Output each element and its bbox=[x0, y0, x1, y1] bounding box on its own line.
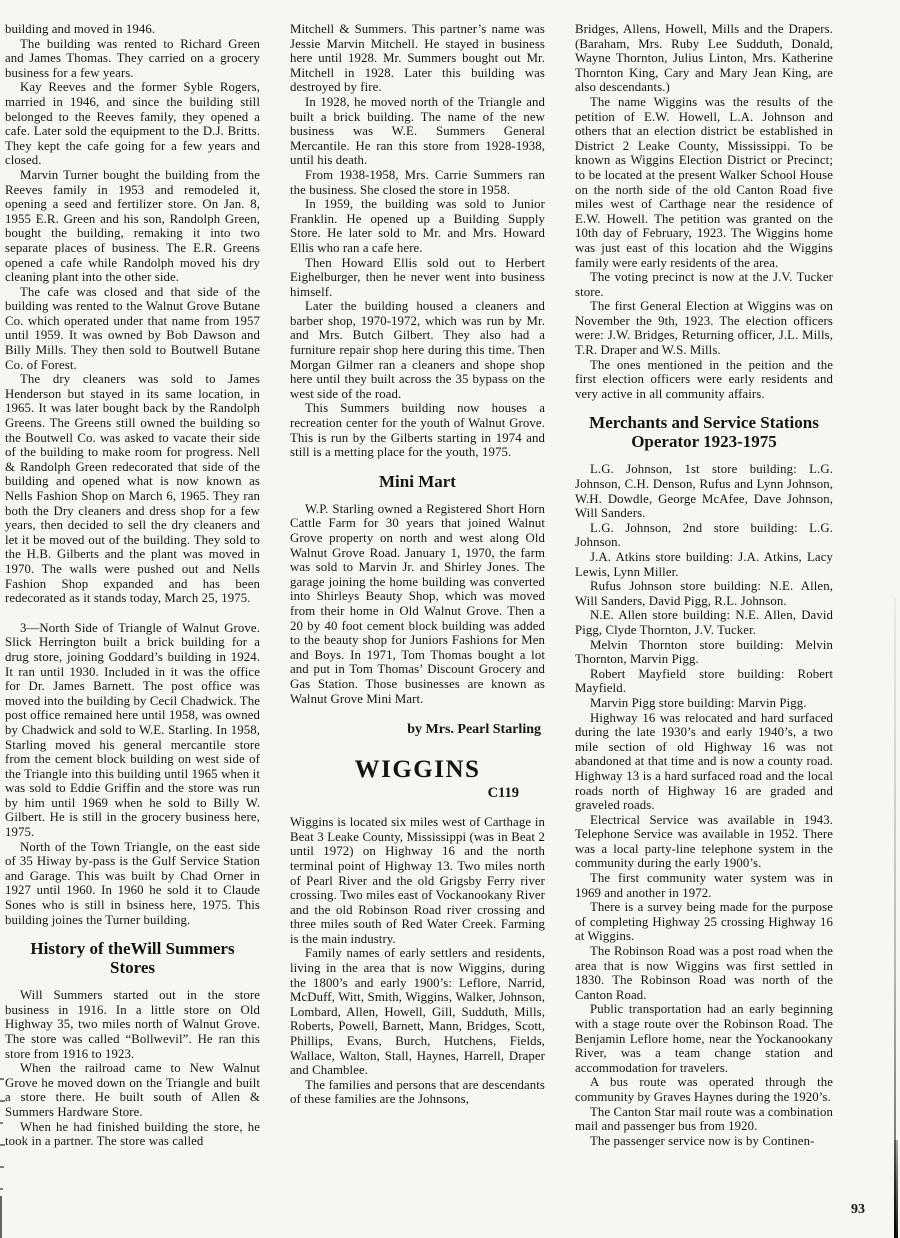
scan-artifact-tick bbox=[0, 1144, 5, 1146]
column-2 bbox=[290, 22, 545, 1149]
scan-artifact-tick bbox=[0, 1100, 5, 1102]
paragraph: W.P. Starling owned a Registered Short Horn Cattle Farm for 30 years that joined Walnut Grove property on north and west along Old Walnut Grove Road. January 1, 1970, the farm was sold to Marvin Jr. and Shirley Jones. The garage joining the home building was converted into Shirleys Beauty Shop, which was moved from their home in Old Walnut Grove. Then a 20 by 40 foot cement block building was added to the beauty shop for Juniors Fashions for Men and Boys. In 1971, Tom Thomas bought a lot and put in Tom Thomas’ Discount Grocery and Gas Station. Those businesses are known as Walnut Grove Mini Mart. bbox=[290, 501, 545, 706]
scan-artifact-right-corner bbox=[894, 1140, 898, 1238]
paragraph: The Robinson Road was a post road when the area that is now Wiggins was first settled in 1830. The Robinson Road was north of the Canton Road. bbox=[575, 944, 833, 1002]
paragraph: From 1938-1958, Mrs. Carrie Summers ran the business. She closed the store in 1958. bbox=[290, 167, 545, 197]
paragraph: The name Wiggins was the results of the petition of E.W. Howell, L.A. Johnson and others that an election district be established in District 2 Leake County, Mississippi. To be known as Wiggins Election District or Precinct; to be located at the present Walker School House on the north side of the old Canton Road five miles west of Carthage near the residence of E.W. Howell. The petition was granted on the 10th day of February, 1923. The Wiggins home was just east of this location ahd the Wiggins family were early residents of the area. bbox=[575, 94, 833, 270]
paragraph: Then Howard Ellis sold out to Herbert Eighelburger, then he never went into business himself. bbox=[290, 255, 545, 299]
scan-artifact-left-edge bbox=[0, 1196, 2, 1238]
paragraph: Rufus Johnson store building: N.E. Allen, Will Sanders, David Pigg, R.L. Johnson. bbox=[575, 579, 833, 608]
paragraph: The families and persons that are descendants of these families are the Johnsons, bbox=[290, 1077, 545, 1107]
column-1 bbox=[5, 22, 260, 1149]
paragraph: Public transportation had an early beginning with a stage route over the Robinson Road. The Benjamin Leflore home, near the Yockanookany River, was a team change station and accommodation for travelers. bbox=[575, 1002, 833, 1075]
book-page bbox=[5, 22, 833, 1149]
heading-line: History of theWill Summers bbox=[30, 939, 235, 959]
paragraph: L.G. Johnson, 1st store building: L.G. Johnson, C.H. Denson, Rufus and Lynn Johnson, W.H. Dowdle, George McAfee, Dave Johnson, Will Sanders. bbox=[575, 462, 833, 521]
heading-line: Operator 1923-1975 bbox=[631, 432, 777, 452]
paragraph: In 1928, he moved north of the Triangle and built a brick building. The name of the new business was W.E. Summers General Mercantile. He ran this store from 1928-1938, until his death. bbox=[290, 94, 545, 168]
paragraph: A bus route was operated through the community by Graves Haynes during the 1920’s. bbox=[575, 1075, 833, 1104]
paragraph: Marvin Turner bought the building from the Reeves family in 1953 and remodeled it, opening a seed and fertilizer store. On Jan. 8, 1955 E.R. Green and his son, Randolph Green, bought the building, remaking it into two separate places of business. The E.R. Greens opened a cafe while Randolph moved his dry cleaning plant into the other side. bbox=[5, 167, 260, 285]
paragraph: The Canton Star mail route was a combination mail and passenger bus from 1920. bbox=[575, 1104, 833, 1134]
paragraph: When the railroad came to New Walnut Grove he moved down on the Triangle and built a store there. He built south of Allen & Summers Hardware Store. bbox=[5, 1061, 260, 1119]
paragraph: There is a survey being made for the purpose of completing Highway 25 crossing Highway 16 at Wiggins. bbox=[575, 900, 833, 944]
paragraph: Mitchell & Summers. This partner’s name was Jessie Marvin Mitchell. He stayed in business here until 1928. Mr. Summers bought out Mr. Mitchell in 1928. Later this building was destroyed by fire. bbox=[290, 22, 545, 95]
paragraph: Kay Reeves and the former Syble Rogers, married in 1946, and since the building still belonged to the Reeves family, they opened a cafe. Later sold the equipment to the D.J. Britts. They kept the cafe going for a few years and closed. bbox=[5, 80, 260, 168]
paragraph: Robert Mayfield store building: Robert Mayfield. bbox=[575, 666, 833, 696]
paragraph: In 1959, the building was sold to Junior Franklin. He opened up a Building Supply Store. He later sold to Mr. and Mrs. Howard Ellis who ran a cafe here. bbox=[290, 197, 545, 255]
section-heading-mini-mart: Mini Mart bbox=[379, 471, 456, 491]
paragraph: Family names of early settlers and residents, living in the area that is now Wiggins, during the 1800’s and early 1900’s: Leflore, Narrid, McDuff, Witt, Smith, Wiggins, Walker, Johnson, Lombard, Allen, Howell, Gill, Sudduth, Mills, Roberts, Powell, Barnett, Mann, Bridges, Scott, Phillips, Evans, Burch, Hutchens, Fields, Wallace, Walton, Stall, Haynes, Harrell, Draper and Chamblee. bbox=[290, 946, 545, 1078]
paragraph: Electrical Service was available in 1943. Telephone Service was available in 1952. There was a local party-line telephone system in the community during the early 1900’s. bbox=[575, 812, 833, 871]
paragraph: L.G. Johnson, 2nd store building: L.G. Johnson. bbox=[575, 520, 833, 550]
section-heading-merchants bbox=[575, 413, 833, 451]
paragraph: The passenger service now is by Continen- bbox=[590, 1133, 815, 1148]
scan-artifact-tick bbox=[0, 1188, 3, 1190]
paragraph: Will Summers started out in the store business in 1916. In a little store on Old Highway 35, two miles north of Walnut Grove. The store was called “Bollwevil”. He ran this store from 1916 to 1923. bbox=[5, 988, 260, 1061]
paragraph: The cafe was closed and that side of the building was rented to the Walnut Grove Butane Co. which operated under that name from 1957 until 1959. It was owned by Bob Dawson and Billy Mills. They then sold to Boutwell Butane Co. of Forest. bbox=[5, 284, 260, 372]
paragraph: When he had finished building the store, he took in a partner. The store was called bbox=[5, 1119, 260, 1149]
heading-line: Stores bbox=[109, 958, 155, 978]
paragraph: Wiggins is located six miles west of Carthage in Beat 3 Leake County, Mississippi (was in Beat 2 until 1972) on Highway 16 and the north terminal point of Highway 13. Two miles north of Pearl River and the old Grigsby Ferry river crossing. Two miles east of Vockanookany River and the old Robinson Road river crossing and three miles south of Red Water Creek. Farming is the main industry. bbox=[290, 815, 545, 946]
paragraph: Melvin Thornton store building: Melvin Thornton, Marvin Pigg. bbox=[575, 637, 833, 667]
paragraph: 3—North Side of Triangle of Walnut Grove. Slick Herrington built a brick building for a drug store, joining Goddard’s building in 1924. It ran until 1930. Included in it was the office for Dr. James Barnett. The post office was moved into the building by Cecil Chadwick. The post office remained here until 1958, was owned by Chadwick and sold to W.E. Starling. In 1958, Starling moved his general mercantile store from the cement block building on west side of the Triangle into this building until 1965 when it was sold to Eddie Griffin and the store was run by him until 1969 when he sold to Billy W. Gilbert. He is still in the grocery business here, 1975. bbox=[5, 620, 260, 840]
paragraph: The ones mentioned in the peition and the first election officers were early residents and very active in all community affairs. bbox=[575, 357, 833, 401]
paragraph: building and moved in 1946. bbox=[5, 22, 156, 36]
paragraph: This Summers building now houses a recreation center for the youth of Walnut Grove. This is run by the Gilberts starting in 1974 and still is a metting place for the youth, 1975. bbox=[290, 401, 545, 460]
scan-artifact-tick bbox=[0, 1122, 3, 1124]
column-3 bbox=[575, 22, 833, 1149]
paragraph: Marvin Pigg store building: Marvin Pigg. bbox=[590, 695, 807, 710]
page-number: 93 bbox=[851, 1202, 865, 1217]
paragraph: The first General Election at Wiggins was on November the 9th, 1923. The election officers were: J.W. Bridges, Returning officer, J.L. Mills, T.R. Draper and W.S. Mills. bbox=[575, 299, 833, 358]
section-heading-will-summers bbox=[5, 939, 260, 977]
paragraph: The building was rented to Richard Green and James Thomas. They carried on a grocery business for a few years. bbox=[5, 36, 260, 80]
paragraph: The voting precinct is now at the J.V. Tucker store. bbox=[575, 270, 833, 299]
paragraph: The first community water system was in 1969 and another in 1972. bbox=[575, 871, 833, 900]
paragraph: Later the building housed a cleaners and barber shop, 1970-1972, which was run by Mr. and Mrs. Butch Gilbert. They also had a furniture repair shop here during this time. Then Morgan Gilmer ran a cleaners and shope shop here until they built across the 35 bypass on the west side of the road. bbox=[290, 299, 545, 401]
paragraph: North of the Town Triangle, on the east side of 35 Hiway by-pass is the Gulf Service Station and Garage. This was built by Chad Orner in 1927 until 1960. In 1960 he sold it to Claude Sones who is still in bsiness here, 1975. This building joines the Turner building. bbox=[5, 839, 260, 927]
scan-artifact-tick bbox=[0, 1078, 4, 1080]
byline: by Mrs. Pearl Starling bbox=[407, 722, 541, 738]
paragraph: Bridges, Allens, Howell, Mills and the Drapers. (Baraham, Mrs. Ruby Lee Sudduth, Donald, Wayne Thornton, Julius Linton, Mrs. Katherine Thornton King, Cary and Mary Jean King, are also descendants.) bbox=[575, 22, 833, 95]
scan-artifact-tick bbox=[0, 1166, 4, 1168]
heading-line: Merchants and Service Stations bbox=[589, 413, 819, 433]
paragraph: Highway 16 was relocated and hard surfaced during the late 1930’s and early 1940’s, a two mile section of old Highway 16 was not abandoned at that time and is now a county road. Highway 13 is a hard surfaced road and the local roads north of Highway 16 are graded and graveled roads. bbox=[575, 710, 833, 813]
article-code: C119 bbox=[487, 785, 519, 802]
paragraph: N.E. Allen store building: N.E. Allen, David Pigg, Clyde Thornton, J.V. Tucker. bbox=[575, 608, 833, 637]
paragraph: J.A. Atkins store building: J.A. Atkins, Lacy Lewis, Lynn Miller. bbox=[575, 550, 833, 579]
article-title-wiggins: WIGGINS bbox=[354, 756, 481, 784]
paragraph: The dry cleaners was sold to James Henderson but stayed in its same location, in 1965. It was later bought back by the Randolph Greens. The Greens still owned the building so the Boutwell Co. was asked to vacate their side of the building to make room for progress. Nell & Randolph Green redecorated that side of the building and opened what is now known as Nells Fashion Shop on March 6, 1965. They ran both the Dry cleaners and dress shop for a few years, then decided to sell the dry cleaners and let it be moved out of the building. They sold to the H.B. Gilberts and the plant was moved in 1970. The walls were pushed out and Nells Fashion Shop expanded and has been redecorated as it stands today, March 25, 1975. bbox=[5, 372, 260, 606]
